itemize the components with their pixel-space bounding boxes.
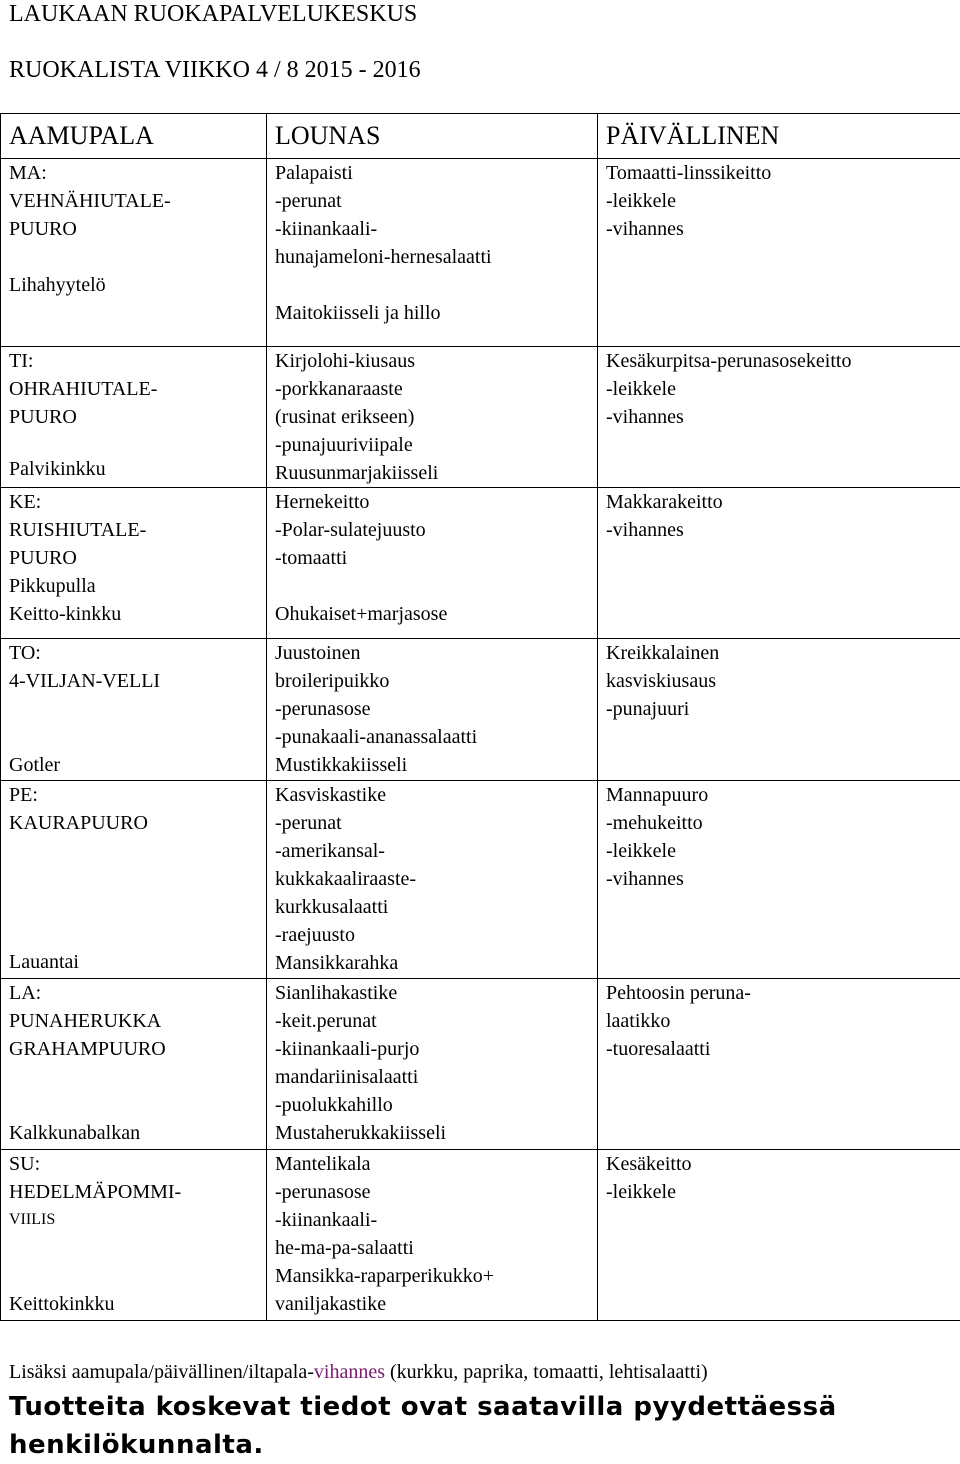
column-header-lounas: LOUNAS [267, 114, 598, 159]
day-row-tuesday [1, 347, 960, 488]
aamupala-cell [1, 781, 267, 979]
aamupala-cell [1, 159, 267, 347]
lounas-text: Sianlihakastike -keit.perunat -kiinankaali-purjo mandariinisalaatti -puolukkahillo Mustaherukkakiisseli [275, 979, 597, 1147]
aamupala-text: PE: KAURAPUURO [9, 781, 266, 837]
aamupala-text: SU: HEDELMÄPOMMI- [9, 1150, 266, 1206]
aamupala-cell [1, 639, 267, 781]
paivallinen-cell [598, 159, 960, 347]
aamupala-text: MA: VEHNÄHIUTALE- PUURO [9, 159, 266, 243]
lounas-cell [267, 347, 598, 488]
lounas-text: Kirjolohi-kiusaus -porkkanaraaste (rusinat erikseen) -punajuuriviipale Ruusunmarjakiisseli [275, 347, 597, 487]
lounas-text: Palapaisti -perunat -kiinankaali- hunajameloni-hernesalaatti Maitokiisseli ja hillo [275, 159, 597, 327]
paivallinen-text: Mannapuuro -mehukeitto -leikkele -vihannes [606, 781, 960, 893]
header-row [1, 114, 960, 159]
lounas-cell [267, 781, 598, 979]
aamupala-extra: Kalkkunabalkan [9, 1119, 140, 1147]
note-suffix: (kurkku, paprika, tomaatti, lehtisalaatti) [385, 1361, 708, 1383]
aamupala-extra: Lauantai [9, 948, 79, 976]
aamupala-extra: Lihahyytelö [9, 271, 266, 299]
aamupala-cell [1, 347, 267, 488]
lounas-cell [267, 159, 598, 347]
paivallinen-cell [598, 488, 960, 639]
paivallinen-cell [598, 1150, 960, 1321]
lounas-cell [267, 979, 598, 1150]
lounas-cell [267, 639, 598, 781]
paivallinen-text: Makkarakeitto -vihannes [606, 488, 960, 544]
lounas-text: Kasviskastike -perunat -amerikansal- kukkakaaliraaste- kurkkusalaatti -raejuusto Mansikkarahka [275, 781, 597, 977]
aamupala-extra: Keittokinkku [9, 1290, 115, 1318]
note-highlight: vihannes [314, 1361, 385, 1383]
day-row-monday [1, 159, 960, 347]
aamupala-extra: Palvikinkku [9, 455, 266, 483]
aamupala-small-text: VIILIS [9, 1206, 266, 1234]
lounas-cell [267, 1150, 598, 1321]
aamupala-cell [1, 488, 267, 639]
paivallinen-cell [598, 781, 960, 979]
lounas-text: Juustoinen broileripuikko -perunasose -punakaali-ananassalaatti Mustikkakiisseli [275, 639, 597, 779]
paivallinen-text: Tomaatti-linssikeitto -leikkele -vihannes [606, 159, 960, 243]
day-row-sunday [1, 1150, 960, 1321]
day-row-saturday [1, 979, 960, 1150]
page-title: LAUKAAN RUOKAPALVELUKESKUS [9, 0, 417, 28]
lounas-text: Mantelikala -perunasose -kiinankaali- he-ma-pa-salaatti Mansikka-raparperikukko+ vaniljakastike [275, 1150, 597, 1318]
lounas-text: Hernekeitto -Polar-sulatejuusto -tomaatti Ohukaiset+marjasose [275, 488, 597, 628]
paivallinen-text: Kreikkalainen kasviskiusaus -punajuuri [606, 639, 960, 723]
vegetable-note [9, 1358, 708, 1386]
day-row-friday [1, 781, 960, 979]
aamupala-text: TO: 4-VILJAN-VELLI [9, 639, 266, 695]
aamupala-text: KE: RUISHIUTALE- PUURO Pikkupulla Keitto-kinkku [9, 488, 266, 628]
day-row-thursday [1, 639, 960, 781]
aamupala-extra: Gotler [9, 751, 266, 779]
allergen-info-note: Tuotteita koskevat tiedot ovat saatavilla pyydettäessä henkilökunnalta. [9, 1388, 954, 1464]
day-row-wednesday [1, 488, 960, 639]
lounas-cell [267, 488, 598, 639]
paivallinen-cell [598, 347, 960, 488]
paivallinen-text: Kesäkurpitsa-perunasosekeitto -leikkele -vihannes [606, 347, 960, 431]
note-prefix: Lisäksi aamupala/päivällinen/iltapala- [9, 1361, 314, 1383]
paivallinen-cell [598, 979, 960, 1150]
column-header-aamupala: AAMUPALA [1, 114, 267, 159]
aamupala-text: LA: PUNAHERUKKA GRAHAMPUURO [9, 979, 266, 1063]
aamupala-text: TI: OHRAHIUTALE- PUURO [9, 347, 266, 431]
aamupala-cell [1, 1150, 267, 1321]
aamupala-cell [1, 979, 267, 1150]
paivallinen-text: Pehtoosin peruna- laatikko -tuoresalaatti [606, 979, 960, 1063]
menu-table [0, 113, 960, 1321]
column-header-paivallinen: PÄIVÄLLINEN [598, 114, 960, 159]
paivallinen-text: Kesäkeitto -leikkele [606, 1150, 960, 1206]
paivallinen-cell [598, 639, 960, 781]
page-subtitle: RUOKALISTA VIIKKO 4 / 8 2015 - 2016 [9, 56, 421, 84]
